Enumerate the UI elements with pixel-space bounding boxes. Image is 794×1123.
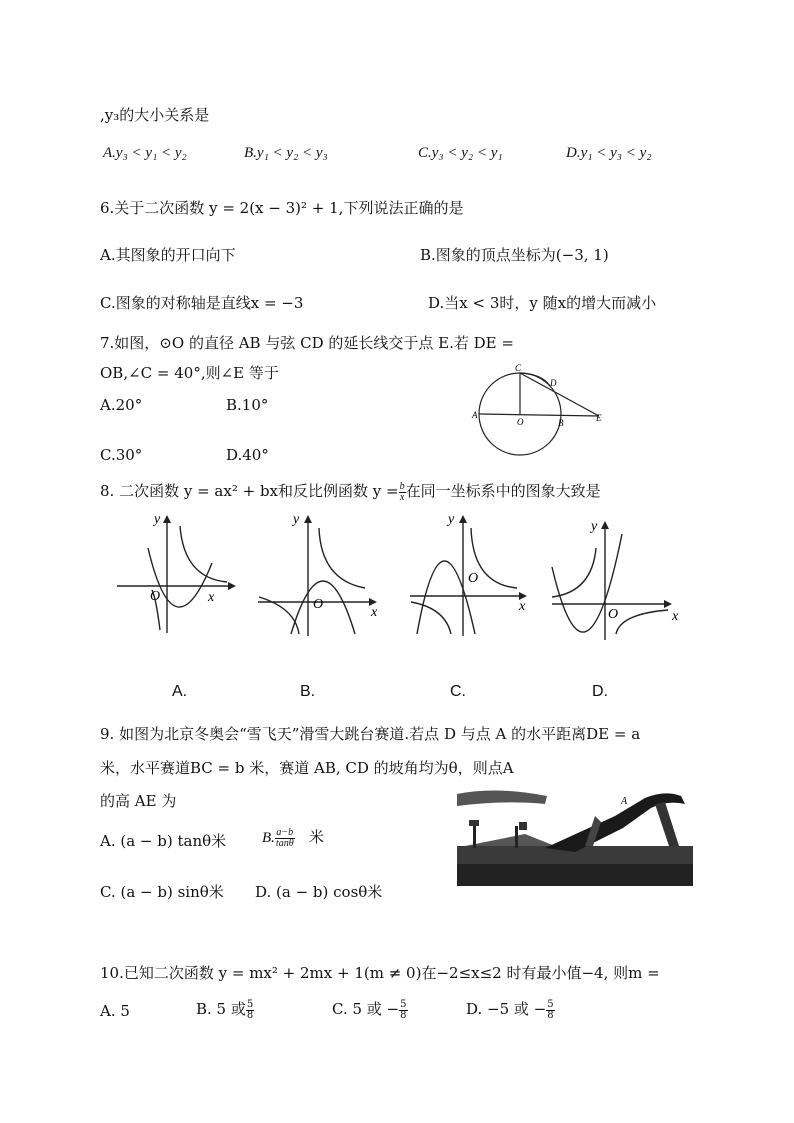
- graph-d-x-label: x: [672, 609, 679, 624]
- q9-option-b-n: a−b: [276, 826, 294, 838]
- q8-graph-a: [112, 508, 242, 638]
- graph-c-x-label: x: [519, 599, 526, 614]
- graph-a-y-label: y: [154, 512, 161, 527]
- q9-option-b: [262, 826, 324, 849]
- circle-figure: [470, 358, 610, 458]
- q6-option-a: A.其图象的开口向下: [100, 246, 236, 264]
- q10-option-d-n: 5: [547, 998, 554, 1010]
- q8-label-d: D.: [592, 683, 608, 700]
- q8-frac-n: b: [399, 480, 405, 492]
- q8-label-a: A.: [172, 683, 188, 700]
- q7-stem-line1: 7.如图，⊙O 的直径 AB 与弦 CD 的延长线交于点 E.若 DE =: [100, 334, 514, 352]
- q5-stem: ,y₃的大小关系是: [100, 106, 210, 124]
- label-e: E: [596, 413, 602, 423]
- q10-option-b-d: 8: [246, 1009, 254, 1021]
- q8-frac-d: x: [399, 491, 405, 503]
- q9-option-b-letter: B.: [262, 830, 275, 846]
- q8-label-c: C.: [450, 683, 466, 700]
- q5-option-d: D.y₁ < y₃ < y₂: [566, 145, 652, 161]
- label-d: D: [550, 378, 557, 388]
- q9-option-b-d: tanθ: [275, 837, 294, 849]
- label-b: B: [558, 418, 564, 428]
- q9-option-a: A. (a − b) tanθ米: [100, 832, 227, 850]
- q10-option-c-n: 5: [400, 998, 407, 1010]
- q6-option-c: C.图象的对称轴是直线x = −3: [100, 294, 304, 312]
- q7-option-a: A.20°: [100, 396, 143, 414]
- q10-option-b-fraction: [246, 1000, 254, 1021]
- q7-option-b: B.10°: [226, 396, 269, 414]
- q7-option-c: C.30°: [100, 446, 143, 464]
- q10-stem: 10.已知二次函数 y = mx² + 2mx + 1(m ≠ 0)在−2≤x≤2 时有最小值−4, 则m =: [100, 964, 660, 982]
- q10-option-d-text: D. −5 或 −: [466, 1000, 547, 1018]
- q10-option-d-d: 8: [547, 1009, 554, 1021]
- q5-option-a: A.y₃ < y₁ < y₂: [103, 145, 187, 161]
- q9-stem-line1: 9. 如图为北京冬奥会“雪飞天”滑雪大跳台赛道.若点 D 与点 A 的水平距离DE = a: [100, 725, 641, 743]
- q10-option-c-fraction: [399, 1000, 407, 1021]
- q9-option-c: C. (a − b) sinθ米: [100, 883, 224, 901]
- q8-fraction: [399, 482, 406, 503]
- q8-stem-post: 在同一坐标系中的图象大致是: [405, 482, 601, 500]
- q8-label-b: B.: [300, 683, 316, 700]
- line-ce: [520, 373, 599, 416]
- q9-stem-line2: 米，水平赛道BC = b 米，赛道 AB, CD 的坡角均为θ，则点A: [100, 759, 514, 777]
- label-a: A: [472, 410, 478, 420]
- q10-option-d: [466, 998, 555, 1021]
- q9-option-b-unit: 米: [308, 828, 324, 846]
- q10-option-b-text: B. 5 或: [196, 1000, 246, 1018]
- q10-option-b: [196, 998, 254, 1021]
- graph-c-y-label: y: [448, 512, 455, 527]
- line-ae: [479, 414, 599, 416]
- q6-stem: 6.关于二次函数 y = 2(x − 3)² + 1,下列说法正确的是: [100, 199, 464, 217]
- graph-a-origin: O: [150, 589, 161, 604]
- q10-option-a: A. 5: [100, 1002, 130, 1020]
- ski-jump-photo: [455, 786, 695, 886]
- q7-option-d: D.40°: [226, 446, 269, 464]
- label-c: C: [515, 363, 522, 373]
- q8-graph-b: [255, 508, 385, 638]
- q6-option-d: D.当x < 3时，y 随x的增大而减小: [428, 294, 657, 312]
- q9-stem-line3: 的高 AE 为: [100, 792, 177, 810]
- graph-b-y-label: y: [293, 512, 300, 527]
- q10-option-c-d: 8: [400, 1009, 407, 1021]
- q9-option-d: D. (a − b) cosθ米: [255, 883, 383, 901]
- q8-graph-c: [405, 508, 535, 638]
- q6-option-b: B.图象的顶点坐标为(−3, 1): [420, 246, 609, 264]
- q8-stem: [100, 480, 601, 503]
- q5-option-c: C.y₃ < y₂ < y₁: [418, 145, 503, 161]
- q9-option-b-fraction: [275, 828, 295, 849]
- graph-d-y-label: y: [591, 519, 598, 534]
- q10-option-c: [332, 998, 408, 1021]
- graph-b-x-label: x: [371, 605, 378, 620]
- graph-b-origin: O: [313, 597, 324, 612]
- graph-d-origin: O: [608, 607, 619, 622]
- graph-a-x-label: x: [208, 590, 215, 605]
- q10-option-c-text: C. 5 或 −: [332, 1000, 400, 1018]
- q8-graph-d: [546, 512, 686, 642]
- q8-stem-pre: 8. 二次函数 y = ax² + bx和反比例函数 y =: [100, 482, 399, 500]
- q10-option-b-n: 5: [246, 998, 254, 1010]
- q10-option-d-fraction: [546, 1000, 554, 1021]
- photo-label-a: A: [621, 796, 628, 807]
- q5-option-b: B.y₁ < y₂ < y₃: [244, 145, 328, 161]
- graph-c-origin: O: [468, 571, 479, 586]
- label-o: O: [517, 417, 524, 427]
- q7-stem-line2: OB,∠C = 40°,则∠E 等于: [100, 364, 279, 382]
